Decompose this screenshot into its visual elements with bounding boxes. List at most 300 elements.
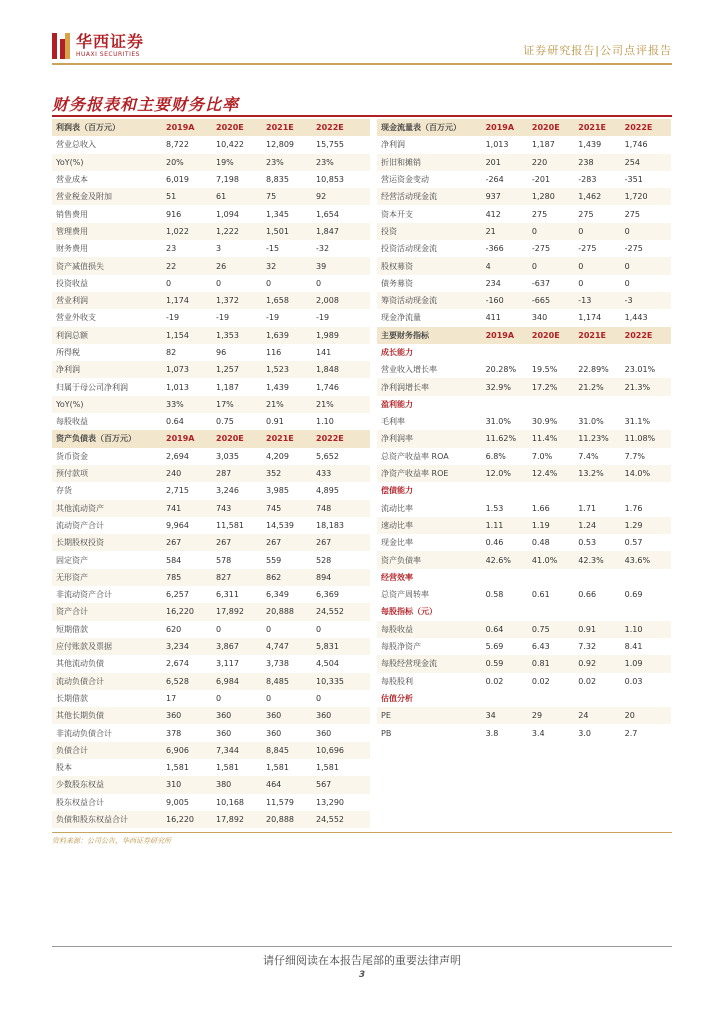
cell-value: 13.2% (578, 469, 604, 479)
cell-value: -275 (531, 244, 551, 254)
cell-value: 14,539 (266, 520, 294, 530)
cell-value: 360 (166, 711, 182, 721)
cell-value: 6,906 (166, 745, 189, 755)
table-row (377, 171, 671, 188)
cell-value: 234 (485, 278, 501, 288)
cell-value: 360 (216, 711, 232, 721)
cell-value: 0.91 (578, 624, 597, 634)
row-label: 销售费用 (56, 209, 88, 219)
footer-divider (52, 946, 672, 947)
cell-value: 12.4% (531, 469, 558, 479)
cell-value: -275 (578, 244, 597, 254)
cell-value: 360 (216, 728, 232, 738)
cell-value: 1,013 (485, 140, 509, 150)
cell-value: 360 (316, 711, 332, 721)
cell-value: 0 (624, 278, 630, 288)
cell-value: 1,581 (266, 763, 289, 773)
right-financial-table (377, 119, 671, 742)
cell-value: 13,290 (316, 797, 344, 807)
row-label: 净利润率 (381, 434, 413, 444)
cell-value: 0.02 (531, 676, 550, 686)
cell-value: 0.69 (624, 590, 643, 600)
cell-value: 31.0% (485, 417, 511, 427)
table-row (52, 361, 370, 378)
table-row (52, 482, 370, 499)
table-section-row (377, 569, 671, 586)
table-row (377, 517, 671, 534)
cell-value: 1,022 (166, 226, 189, 236)
row-label: 非流动资产合计 (56, 590, 112, 600)
cell-value: 0 (624, 226, 630, 236)
cell-value: 15,755 (316, 140, 344, 150)
table-row (52, 534, 370, 551)
table-row (377, 724, 671, 741)
table-row (52, 517, 370, 534)
cell-value: 22 (166, 261, 177, 271)
cell-value: 20.28% (485, 365, 517, 375)
table-row (52, 171, 370, 188)
row-label: 每股收益 (381, 624, 413, 634)
cell-value: 7,198 (216, 175, 239, 185)
row-label: PE (381, 711, 391, 721)
cell-value: 42.6% (485, 555, 511, 565)
cell-value: 10,335 (316, 676, 344, 686)
row-label: 非流动负债合计 (56, 728, 112, 738)
cell-value: 11.4% (531, 434, 558, 444)
column-header: 2020E (531, 330, 560, 340)
cell-value: 7.7% (624, 451, 645, 461)
cell-value: 1,501 (266, 226, 289, 236)
cell-value: 584 (166, 555, 182, 565)
cell-value: 6,369 (316, 590, 339, 600)
table-row (52, 396, 370, 413)
cell-value: 10,168 (216, 797, 244, 807)
cell-value: 0 (216, 624, 222, 634)
table-row (377, 465, 671, 482)
cell-value: 1,222 (216, 226, 239, 236)
cell-value: 5,652 (316, 451, 339, 461)
table-row (377, 430, 671, 447)
cell-value: 745 (266, 503, 282, 513)
cell-value: 0 (216, 693, 222, 703)
cell-value: 3.4 (531, 728, 545, 738)
cell-value: 1,174 (578, 313, 602, 323)
table-row (52, 327, 370, 344)
cell-value: 1,848 (316, 365, 339, 375)
cell-value: 0 (266, 624, 272, 634)
cell-value: 6,257 (166, 590, 189, 600)
cell-value: 0.57 (624, 538, 643, 548)
cell-value: 5,831 (316, 642, 339, 652)
cell-value: -264 (485, 175, 504, 185)
cell-value: 1,257 (216, 365, 239, 375)
cell-value: 3.8 (485, 728, 499, 738)
cell-value: 201 (485, 157, 501, 167)
table-row (377, 638, 671, 655)
table-row (52, 223, 370, 240)
cell-value: 41.0% (531, 555, 558, 565)
cell-value: 0.64 (166, 417, 184, 427)
cell-value: 8,835 (266, 175, 289, 185)
page-number: 3 (358, 970, 366, 980)
row-label: 经营活动现金流 (381, 192, 437, 202)
table-row (52, 275, 370, 292)
cell-value: 20% (166, 157, 184, 167)
cell-value: 380 (216, 780, 232, 790)
cell-value: 0.91 (266, 417, 284, 427)
cell-value: 1,013 (166, 382, 189, 392)
row-label: 现金比率 (381, 538, 413, 548)
cell-value: 310 (166, 780, 182, 790)
cell-value: 2,674 (166, 659, 189, 669)
table-row (377, 223, 671, 240)
row-label: 现金净流量 (381, 313, 421, 323)
cell-value: 96 (216, 348, 227, 357)
cell-value: 2,694 (166, 451, 189, 461)
cell-value: 6.43 (531, 642, 550, 652)
row-label: 其他流动负债 (56, 659, 104, 669)
cell-value: 340 (531, 313, 548, 323)
row-label: 营业利润 (56, 296, 88, 306)
row-label: 折旧和摊销 (381, 157, 421, 167)
legal-notice: 请仔细阅读在本报告尾部的重要法律声明 (263, 954, 461, 967)
row-label: 净资产收益率 ROE (381, 469, 449, 479)
cell-value: 238 (578, 157, 594, 167)
cell-value: 4,747 (266, 642, 289, 652)
table-header-row (52, 119, 370, 136)
cell-value: 8.41 (624, 642, 643, 652)
cell-value: 1,581 (216, 763, 239, 773)
cell-value: 61 (216, 192, 227, 202)
column-header: 2020E (216, 123, 244, 133)
cell-value: 528 (316, 555, 332, 565)
cell-value: 23% (316, 157, 334, 167)
table-row (377, 275, 671, 292)
cell-value: 2,008 (316, 296, 339, 306)
cell-value: 1,073 (166, 365, 189, 375)
row-label: 利润总额 (56, 330, 88, 340)
cell-value: 411 (485, 313, 501, 323)
cell-value: 30.9% (531, 417, 558, 427)
cell-value: 6,984 (216, 676, 239, 686)
table-section-row (377, 603, 671, 620)
cell-value: 24 (578, 711, 589, 721)
row-label: 无形资产 (56, 572, 88, 582)
table-row (52, 690, 370, 707)
row-label: 流动比率 (381, 503, 413, 513)
cell-value: -160 (485, 296, 504, 306)
cell-value: 1,187 (531, 140, 555, 150)
cell-value: 21 (485, 226, 496, 236)
cell-value: 3 (216, 244, 222, 254)
cell-value: 8,485 (266, 676, 289, 686)
cell-value: 51 (166, 192, 177, 202)
cell-value: 17% (216, 399, 234, 409)
row-label: 其他流动资产 (56, 503, 104, 513)
cell-value: 1,746 (316, 382, 339, 392)
row-label: 主要财务指标 (381, 330, 429, 340)
cell-value: 1,345 (266, 209, 289, 219)
row-label: 每股净资产 (381, 642, 421, 652)
row-label: 营业外收支 (56, 313, 96, 323)
row-label: 资产减值损失 (56, 261, 104, 271)
column-header: 2019A (166, 123, 195, 133)
table-row (377, 551, 671, 568)
cell-value: 220 (531, 157, 548, 167)
table-row (52, 292, 370, 309)
cell-value: 0 (316, 693, 322, 703)
cell-value: 10,422 (216, 140, 244, 150)
table-row (377, 655, 671, 672)
cell-value: 7.4% (578, 451, 599, 461)
cell-value: 12.0% (485, 469, 511, 479)
cell-value: 1,154 (166, 330, 189, 340)
cell-value: 1,581 (166, 763, 189, 773)
cell-value: 0.48 (531, 538, 550, 548)
cell-value: 620 (166, 624, 182, 634)
table-row (377, 154, 671, 171)
table-row (377, 500, 671, 517)
row-label: 归属于母公司净利润 (56, 382, 128, 392)
table-row (52, 638, 370, 655)
cell-value: 17,892 (216, 815, 244, 825)
table-section-row (377, 482, 671, 499)
row-label: 筹资活动现金流 (381, 296, 437, 306)
cell-value: 1,658 (266, 296, 289, 306)
cell-value: -3 (624, 296, 633, 306)
row-label: 负债合计 (56, 745, 88, 755)
cell-value: 6,349 (266, 590, 289, 600)
row-label: 所得税 (56, 348, 80, 357)
row-label: 每股指标（元） (381, 607, 437, 617)
row-label: 净利润 (381, 140, 405, 150)
cell-value: 1,989 (316, 330, 339, 340)
cell-value: 578 (216, 555, 232, 565)
table-row (52, 707, 370, 724)
column-header: 2022E (624, 330, 653, 340)
cell-value: 21% (316, 399, 334, 409)
row-label: 速动比率 (381, 520, 413, 530)
column-header: 2019A (485, 123, 515, 133)
row-label: 毛利率 (381, 417, 405, 427)
cell-value: 116 (266, 348, 282, 357)
cell-value: 20,888 (266, 815, 294, 825)
cell-value: 19% (216, 157, 234, 167)
table-section-row (377, 344, 671, 361)
table-row (377, 309, 671, 326)
cell-value: 0.81 (531, 659, 550, 669)
source-divider (52, 832, 672, 833)
column-header: 2021E (266, 123, 294, 133)
cell-value: 4,209 (266, 451, 289, 461)
cell-value: 0.92 (578, 659, 597, 669)
row-label: 每股股利 (381, 676, 413, 686)
table-row (52, 673, 370, 690)
cell-value: 267 (166, 538, 182, 548)
cell-value: 7.32 (578, 642, 597, 652)
cell-value: 6,019 (166, 175, 189, 185)
row-label: 股权募资 (381, 261, 413, 271)
cell-value: -15 (266, 244, 280, 254)
row-label: 成长能力 (381, 348, 413, 357)
table-row (377, 205, 671, 222)
cell-value: 22.89% (578, 365, 609, 375)
table-row (377, 292, 671, 309)
cell-value: 3,117 (216, 659, 239, 669)
cell-value: 287 (216, 469, 232, 479)
table-row (52, 465, 370, 482)
cell-value: 11,579 (266, 797, 294, 807)
table-row (52, 794, 370, 811)
table-row (52, 621, 370, 638)
cell-value: 17,892 (216, 607, 244, 617)
cell-value: 9,005 (166, 797, 189, 807)
cell-value: 360 (266, 728, 282, 738)
cell-value: 31.1% (624, 417, 651, 427)
cell-value: -665 (531, 296, 551, 306)
table-row (377, 240, 671, 257)
cell-value: 82 (166, 348, 177, 357)
cell-value: 3.0 (578, 728, 592, 738)
cell-value: 10,853 (316, 175, 344, 185)
table-row (52, 309, 370, 326)
column-header: 2021E (578, 330, 607, 340)
row-label: 财务费用 (56, 244, 88, 254)
cell-value: 23 (166, 244, 177, 254)
cell-value: 6,311 (216, 590, 239, 600)
cell-value: 741 (166, 503, 182, 513)
cell-value: 937 (485, 192, 501, 202)
cell-value: 827 (216, 572, 232, 582)
table-row (52, 724, 370, 741)
cell-value: 894 (316, 572, 332, 582)
cell-value: -637 (531, 278, 551, 288)
row-label: 营业税金及附加 (56, 192, 112, 202)
cell-value: 1,746 (624, 140, 648, 150)
cell-value: 5.69 (485, 642, 504, 652)
table-row (377, 136, 671, 153)
cell-value: 267 (316, 538, 332, 548)
cell-value: 29 (531, 711, 543, 721)
table-row (52, 776, 370, 793)
column-header: 2022E (316, 123, 344, 133)
cell-value: 75 (266, 192, 277, 202)
cell-value: 3,035 (216, 451, 239, 461)
cell-value: 1.76 (624, 503, 643, 513)
table-row (52, 586, 370, 603)
row-label: 短期借款 (56, 624, 88, 634)
cell-value: 19.5% (531, 365, 558, 375)
column-header: 2021E (578, 123, 607, 133)
row-label: 每股收益 (56, 417, 88, 427)
cell-value: 3,985 (266, 486, 289, 496)
row-label: 投资收益 (56, 278, 88, 288)
row-label: 资本开支 (381, 209, 413, 219)
cell-value: 1.53 (485, 503, 504, 513)
cell-value: 267 (216, 538, 232, 548)
table-row (52, 603, 370, 620)
cell-value: 1.19 (531, 520, 550, 530)
table-row (52, 655, 370, 672)
table-row (52, 759, 370, 776)
cell-value: 20 (624, 711, 635, 721)
cell-value: 2.7 (624, 728, 638, 738)
cell-value: 1.24 (578, 520, 597, 530)
table-row (52, 569, 370, 586)
row-label: 资产负债率 (381, 555, 421, 565)
row-label: 其他长期负债 (56, 711, 104, 721)
row-label: 偿债能力 (381, 486, 413, 496)
table-row (377, 188, 671, 205)
cell-value: 352 (266, 469, 282, 479)
table-section-row (377, 396, 671, 413)
cell-value: 18,183 (316, 520, 344, 530)
cell-value: 39 (316, 261, 327, 271)
cell-value: 0.02 (485, 676, 504, 686)
table-row (52, 240, 370, 257)
cell-value: 21.3% (624, 382, 651, 392)
table-row (52, 154, 370, 171)
table-header-row (377, 119, 671, 136)
cell-value: 1.71 (578, 503, 597, 513)
row-label: 固定资产 (56, 555, 88, 565)
row-label: YoY(%) (56, 399, 84, 409)
row-label: 盈利能力 (381, 399, 413, 409)
cell-value: 11,581 (216, 520, 244, 530)
cell-value: 1.09 (624, 659, 643, 669)
cell-value: 254 (624, 157, 640, 167)
cell-value: 1.10 (316, 417, 334, 427)
cell-value: 0.61 (531, 590, 550, 600)
column-header: 2021E (266, 434, 294, 444)
cell-value: 4,504 (316, 659, 339, 669)
cell-value: 3,246 (216, 486, 239, 496)
table-row (377, 707, 671, 724)
cell-value: 0 (266, 278, 272, 288)
cell-value: 0 (316, 624, 322, 634)
table-header-row (377, 327, 671, 344)
column-header: 2019A (485, 330, 515, 340)
cell-value: -201 (531, 175, 551, 185)
cell-value: 92 (316, 192, 327, 202)
cell-value: 360 (316, 728, 332, 738)
cell-value: 1,439 (578, 140, 602, 150)
title-divider (52, 115, 672, 117)
table-row (377, 361, 671, 378)
row-label: 营业总收入 (56, 140, 96, 150)
source-note: 资料来源：公司公告，华西证券研究所 (52, 837, 171, 845)
company-logo (52, 33, 144, 59)
row-label: 总资产周转率 (381, 590, 429, 600)
cell-value: 0.75 (531, 624, 550, 634)
cell-value: 34 (485, 711, 496, 721)
cell-value: 23.01% (624, 365, 656, 375)
cell-value: 275 (531, 209, 548, 219)
cell-value: 21% (266, 399, 284, 409)
cell-value: 32 (266, 261, 277, 271)
cell-value: 24,552 (316, 815, 344, 825)
cell-value: -283 (578, 175, 597, 185)
row-label: 存货 (56, 486, 72, 496)
cell-value: 267 (266, 538, 282, 548)
cell-value: 433 (316, 469, 332, 479)
cell-value: 141 (316, 348, 332, 357)
cell-value: 0 (316, 278, 322, 288)
cell-value: 24,552 (316, 607, 344, 617)
column-header: 2020E (531, 123, 560, 133)
row-label: 长期借款 (56, 693, 88, 703)
row-label: 净利润增长率 (381, 382, 429, 392)
